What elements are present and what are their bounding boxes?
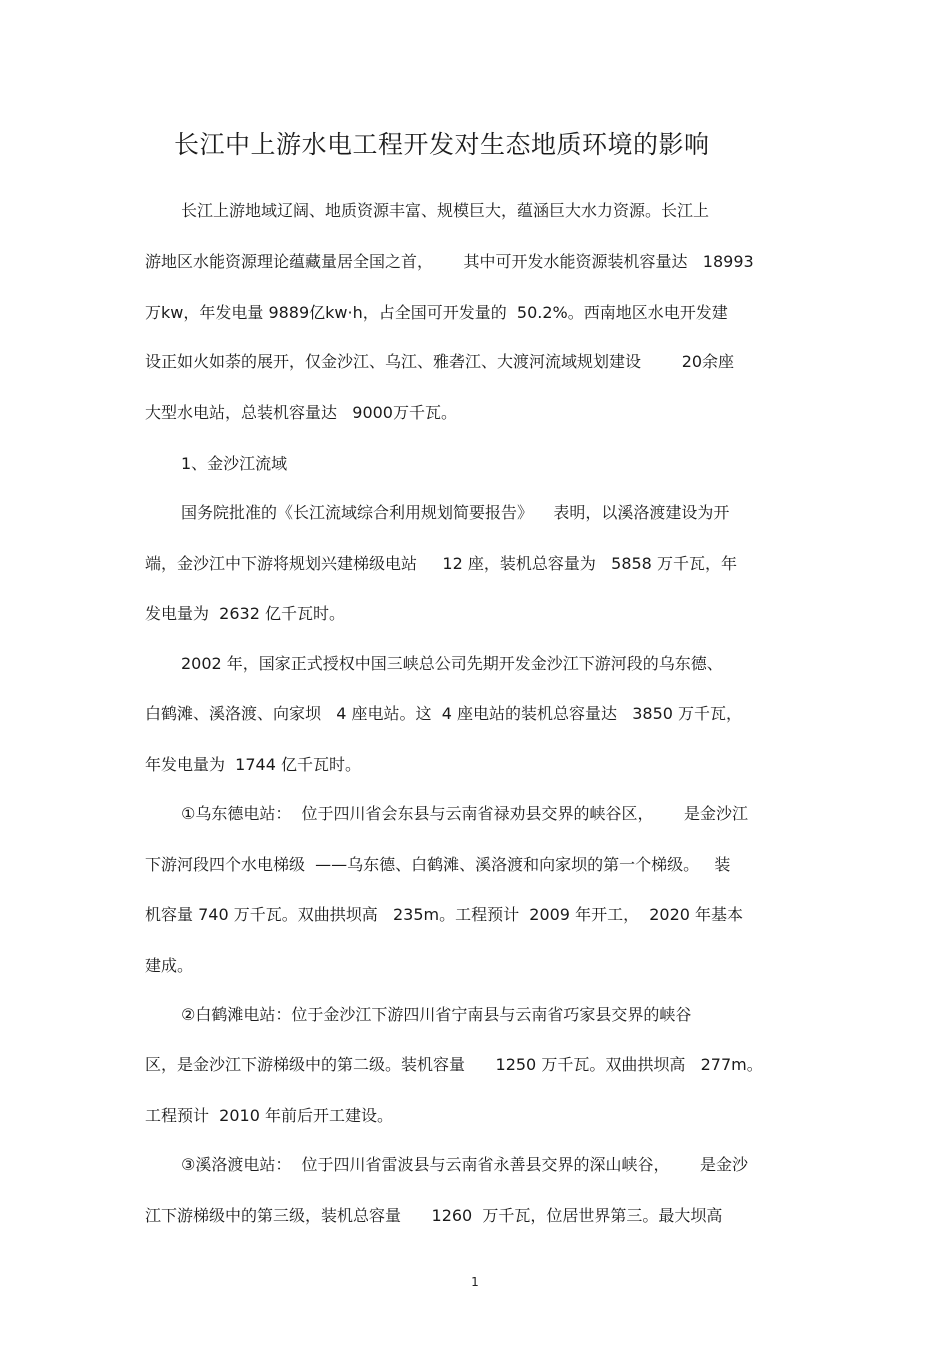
text-line: 长江上游地域辽阔、地质资源丰富、规模巨大，蕴涵巨大水力资源。长江上 (181, 201, 710, 220)
text-line: 建成。 (145, 956, 194, 975)
text-line: ①乌东德电站： 位于四川省会东县与云南省禄劝县交界的峡谷区， 是金沙江 (181, 804, 749, 823)
text-line: 年发电量为 1744 亿千瓦时。 (145, 755, 361, 774)
text-line: 2002 年，国家正式授权中国三峡总公司先期开发金沙江下游河段的乌东德、 (181, 654, 723, 673)
text-line: 国务院批准的《长江流域综合利用规划简要报告》 表明，以溪洛渡建设为开 (181, 503, 730, 522)
text-line: 机容量 740 万千瓦。双曲拱坝高 235m。工程预计 2009 年开工， 2020 年基本 (145, 905, 744, 924)
section-heading: 1、金沙江流域 (181, 454, 288, 473)
page-number: 1 (471, 1275, 479, 1289)
text-line: 工程预计 2010 年前后开工建设。 (145, 1106, 393, 1125)
text-line: 白鹤滩、溪洛渡、向家坝 4 座电站。这 4 座电站的装机总容量达 3850 万千瓦， (145, 704, 743, 723)
document-title: 长江中上游水电工程开发对生态地质环境的影响 (174, 130, 710, 159)
text-line: 发电量为 2632 亿千瓦时。 (145, 604, 345, 623)
text-line: ③溪洛渡电站： 位于四川省雷波县与云南省永善县交界的深山峡谷， 是金沙 (181, 1155, 749, 1174)
text-line: 江下游梯级中的第三级，装机总容量 1260 万千瓦，位居世界第三。最大坝高 (145, 1206, 723, 1225)
text-line: 端，金沙江中下游将规划兴建梯级电站 12 座，装机总容量为 5858 万千瓦，年 (145, 554, 737, 573)
text-line: 区，是金沙江下游梯级中的第二级。装机容量 1250 万千瓦。双曲拱坝高 277m。 (145, 1055, 763, 1074)
text-line: 万kw，年发电量 9889亿kw·h，占全国可开发量的 50.2%。西南地区水电开发建 (145, 303, 728, 322)
text-line: 大型水电站，总装机容量达 9000万千瓦。 (145, 403, 457, 422)
text-line: 下游河段四个水电梯级 ——乌东德、白鹤滩、溪洛渡和向家坝的第一个梯级。 装 (145, 855, 731, 874)
text-line: ②白鹤滩电站：位于金沙江下游四川省宁南县与云南省巧家县交界的峡谷 (181, 1005, 692, 1024)
text-line: 设正如火如荼的展开，仅金沙江、乌江、雅砻江、大渡河流域规划建设 20余座 (145, 352, 735, 371)
text-line: 游地区水能资源理论蕴藏量居全国之首， 其中可开发水能资源装机容量达 18993 (145, 252, 754, 271)
